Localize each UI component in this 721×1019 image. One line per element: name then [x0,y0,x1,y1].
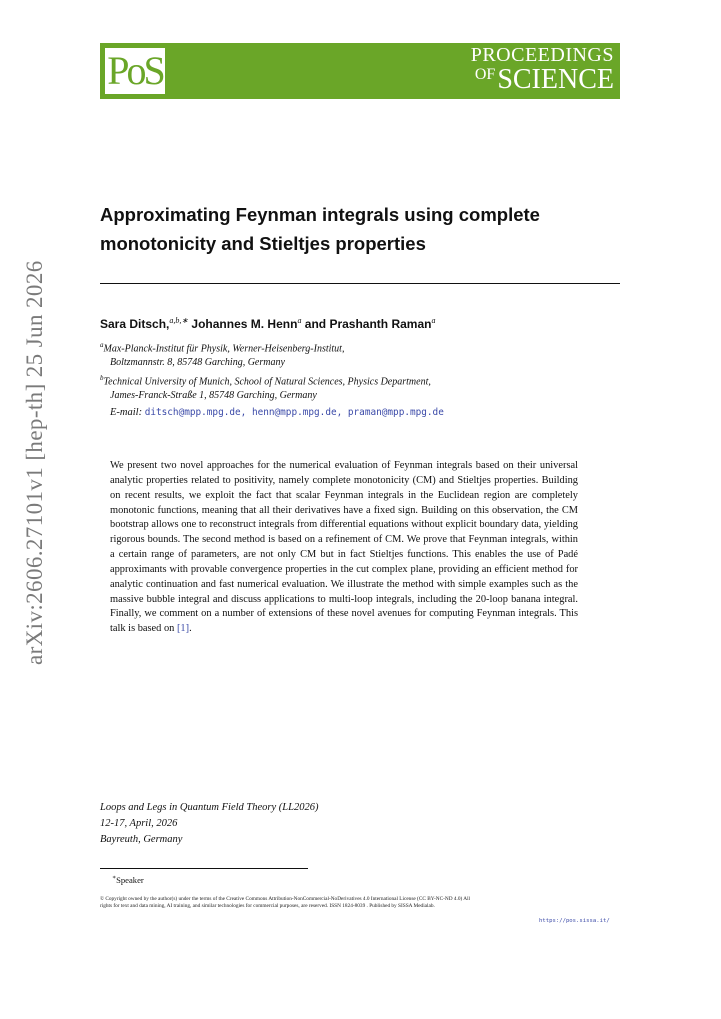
pos-logo-text: PoS [107,48,163,93]
footnote-text: Speaker [116,874,144,885]
pos-logo [105,48,165,94]
affil-a-line2: Boltzmannstr. 8, 85748 Garching, Germany [110,357,285,369]
abstract-end: . [189,623,192,635]
email-line [110,407,444,418]
author-3: and Prashanth Raman [301,317,432,331]
author-2: Johannes M. Henn [188,317,298,331]
title-line-2: monotonicity and Stieltjes properties [100,233,426,254]
wordmark-science-line [471,66,614,94]
abstract [110,459,578,637]
arxiv-stamp: arXiv:2606.27101v1 [hep-th] 25 Jun 2026 [22,260,47,665]
title-line-1: Approximating Feynman integrals using complete [100,204,540,225]
affil-b-line1: Technical University of Munich, School of Natural Sciences, Physics Department, [103,376,431,388]
email-label: E-mail: [110,407,143,418]
footnote-speaker [112,874,144,885]
paper-title [100,200,620,258]
author-3-affil: a [431,316,436,325]
affil-a-line1: Max-Planck-Institut für Physik, Werner-Heisenberg-Institut, [103,343,345,355]
footnote-mark: ∗ [112,875,117,881]
affil-a-label: a [100,341,104,349]
author-1-affil: a,b,∗ [169,316,189,325]
author-1: Sara Ditsch, [100,317,170,331]
affiliation-a [100,338,620,370]
pos-url-link[interactable]: https://pos.sissa.it/ [539,918,610,924]
affiliation-b [100,371,620,403]
copyright-notice: © Copyright owned by the author(s) under the terms of the Creative Commons Attribution-NonCommercial-NoDerivatives 4.0 International License (CC BY-NC-ND 4.0) All rights for text and data mining, AI training, and similar technologies for commercial purposes, are reserved. ISSN 1824-8039 . Published by SISSA Medialab. [100,896,471,910]
footnote-rule [100,868,308,869]
author-list [100,316,620,331]
conference-name: Loops and Legs in Quantum Field Theory (LL2026) [100,802,319,813]
abstract-text: We present two novel approaches for the numerical evaluation of Feynman integrals based on their universal analytic properties related to positivity, namely complete monotonicity (CM) and Stieltjes properties. Building on recent results, we exploit the fact that scalar Feynman integrals in the Euclidean region are completely monotonic functions, meaning that all their derivatives have a fixed sign. Building on this observation, the CM bootstrap allows one to reconstruct integrals from differential equations without explicit boundary data, yielding rigorous bounds. The second method is based on a refinement of CM. We prove that Feynman integrals, within a certain range of parameters, are not only CM but in fact Stieltjes functions. This enables the use of Padé approximants with provable convergence properties in the cut complex plane, providing an efficient method for analytic continuation and fast numerical evaluation. We illustrate the method with simple examples such as the massive bubble integral and discuss applications to multi-loop integrals, including the 20-loop banana integral. Finally, we comment on a number of extensions of these novel avenues for computing Feynman integrals. This talk is based on [110,460,578,635]
conference-place: Bayreuth, Germany [100,834,183,845]
affil-b-line2: James-Franck-Straße 1, 85748 Garching, Germany [110,390,317,402]
proceedings-of-science-wordmark [471,45,614,94]
conference-dates: 12-17, April, 2026 [100,818,178,829]
author-2-affil: a [297,316,302,325]
pos-banner [100,43,620,99]
email-links[interactable]: ditsch@mpp.mpg.de, henn@mpp.mpg.de, praman@mpp.mpg.de [144,407,444,418]
affil-b-label: b [100,374,104,382]
citation-link[interactable]: [1] [176,623,190,635]
title-rule [100,283,620,284]
wordmark-science: SCIENCE [497,64,614,95]
wordmark-of: OF [474,66,496,83]
conference-info [100,800,318,848]
wordmark-proceedings: PROCEEDINGS [470,44,614,66]
